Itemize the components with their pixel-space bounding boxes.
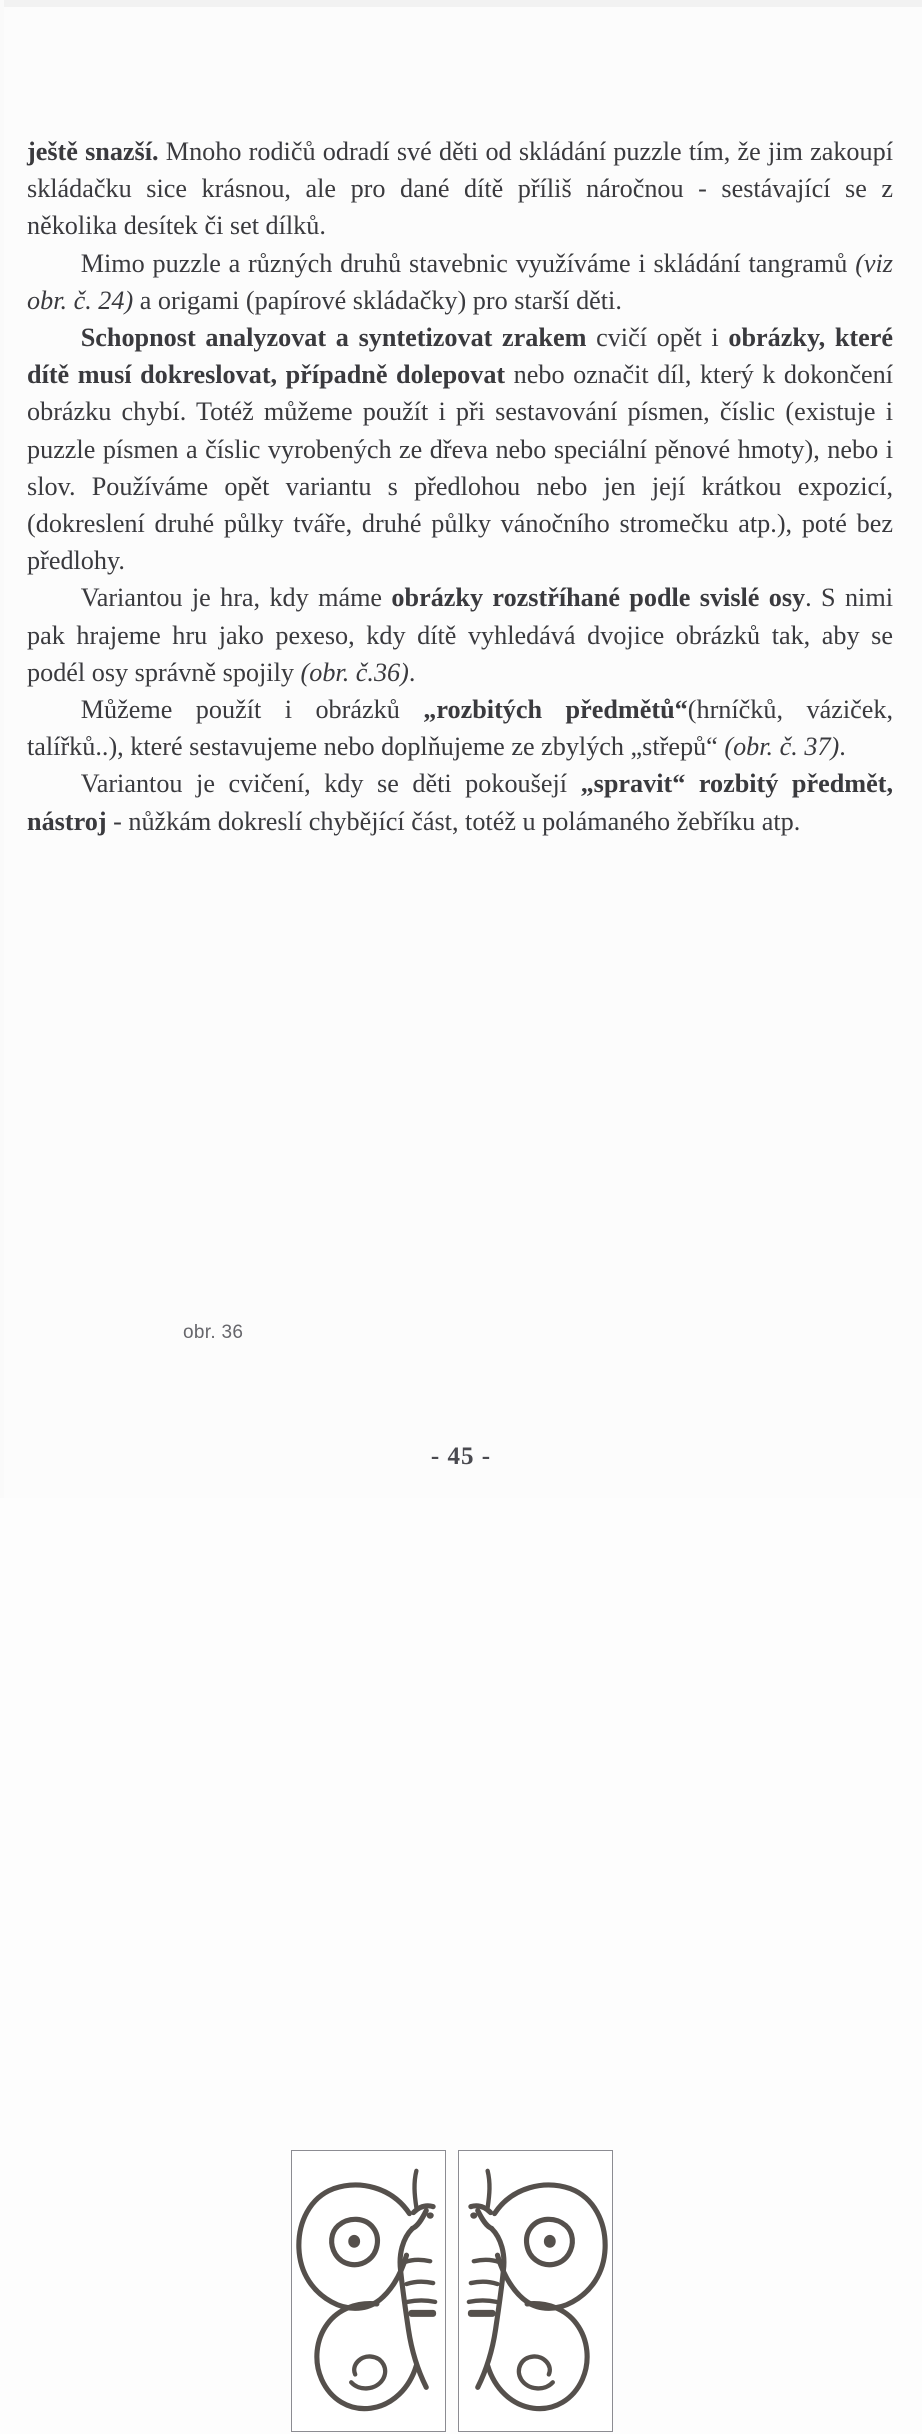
text-run-bold: „spravit“ rozbitý předmět, nástroj <box>27 769 893 836</box>
text-run: Mnoho rodičů odradí své děti od skládání puzzle tím, že jim zakoupí skládačku sice krásnou, ale pro dané dítě příliš náročnou - sestávající se z několika desítek či set dílků. <box>27 137 893 241</box>
text-run-italic: (obr. č.36) <box>300 657 409 687</box>
figure-36 <box>0 1070 922 1380</box>
text-run: Můžeme použít i obrázků <box>80 695 424 725</box>
text-run-bold: ještě snazší. <box>27 137 159 166</box>
text-run: cvičí opět i <box>586 323 729 353</box>
figure-panel-left <box>291 2150 446 2432</box>
text-run-bold: obrázky rozstříhané podle svislé osy <box>391 583 806 613</box>
text-run: (hrníčků, váziček, talířků..), které sestavujeme nebo doplňujeme ze zbylých „střepů“ <box>27 695 893 762</box>
paragraph-p6 <box>27 765 893 839</box>
paragraph-p4 <box>27 579 893 691</box>
text-run-italic: (viz obr. č. 24) <box>27 248 893 315</box>
text-run: Mimo puzzle a různých druhů stavebnic využíváme i skládání tangramů <box>80 248 856 278</box>
text-run-italic: (obr. č. 37) <box>724 732 840 762</box>
text-run: . <box>839 732 846 762</box>
text-run: Variantou je cvičení, kdy se děti pokoušejí <box>80 769 581 799</box>
text-run: nebo označit díl, který k dokončení obrázku chybí. Totéž můžeme použít i při sestavování písmen, číslic (existuje i puzzle písmen a číslic vyrobených ze dřeva nebo speciální pěnové hmoty), nebo i slov. Používáme opět variantu s předlohou nebo jen její krátkou expozicí, (dokreslení druhé půlky tváře, druhé půlky vánočního stromečku atp.), poté bez předlohy. <box>27 360 893 576</box>
figure-panels <box>291 2150 613 2434</box>
text-run-bold: obrázky, které dítě musí dokreslovat, případně dolepovat <box>27 323 893 390</box>
butterfly-right-half-icon <box>459 2151 612 2431</box>
figure-panel-right <box>458 2150 613 2432</box>
page-top-edge-artifact <box>0 0 922 7</box>
butterfly-left-half-icon <box>292 2151 445 2431</box>
text-run-bold: „rozbitých předmětů“ <box>423 695 688 725</box>
paragraph-p3 <box>27 319 893 579</box>
text-run: . S nimi pak hrajeme hru jako pexeso, kdy dítě vyhledává dvojice obrázků tak, aby se podél osy správně spojily <box>27 583 893 687</box>
text-run: . <box>408 657 416 687</box>
body-text-block <box>27 133 893 840</box>
text-run: - nůžkám dokreslí chybějící část, totéž u polámaného žebříku atp. <box>106 806 801 836</box>
paragraph-p2 <box>27 245 893 319</box>
text-run-bold: Schopnost analyzovat a syntetizovat zrakem <box>80 323 587 353</box>
text-run: a origami (papírové skládačky) pro starší děti. <box>133 285 622 315</box>
page-number: - 45 - <box>430 1443 492 1470</box>
figure-caption: obr. 36 <box>183 1322 244 1343</box>
text-run: Variantou je hra, kdy máme <box>80 583 392 613</box>
paragraph-p1 <box>27 133 893 245</box>
paragraph-p5 <box>27 691 893 765</box>
